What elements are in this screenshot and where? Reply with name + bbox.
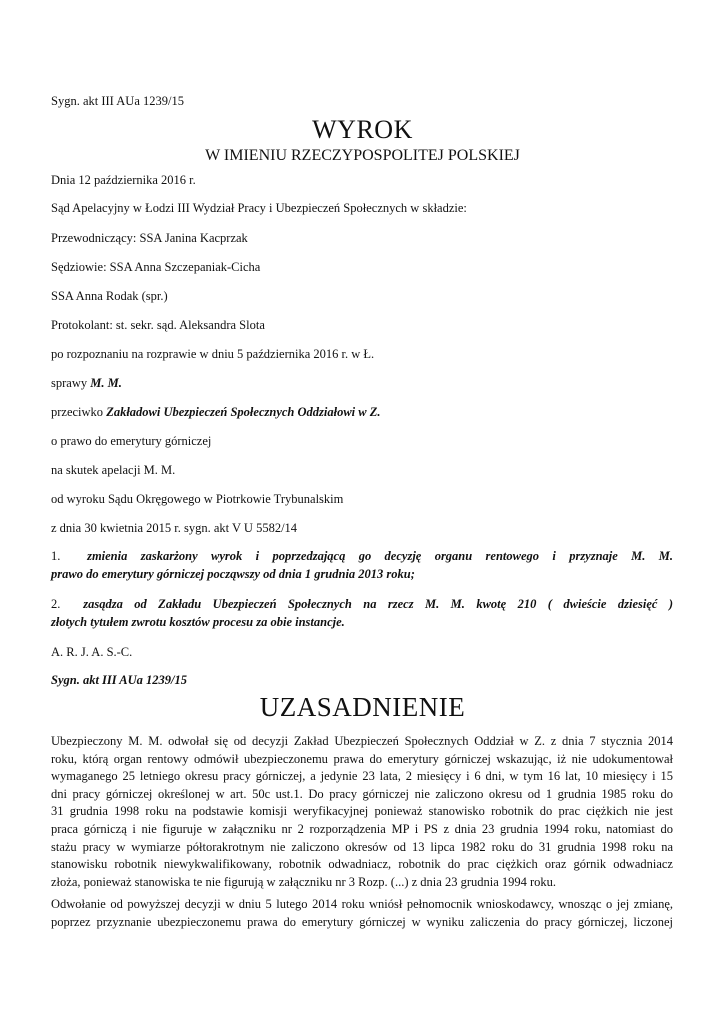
- paragraph-2-line: poprzez przyznanie ubezpieczonemu prawa do emerytury górniczej w wyniku zaliczenia do pracy górniczej, liczonej: [51, 914, 673, 929]
- paragraph-1-line: roku, którą organ rentowy odmówił ubezpieczonemu prawa do emerytury górniczej wskazując, iż nie udokumentował: [51, 751, 673, 766]
- ruling-date: Dnia 12 października 2016 r.: [51, 173, 196, 187]
- justification-heading: UZASADNIENIE: [259, 692, 466, 722]
- paragraph-2-line: Odwołanie od powyższej decyzji w dniu 5 lutego 2014 roku wniósł pełnomocnik wnioskodawcy, wnosząc o jej zmianę,: [51, 897, 673, 911]
- paragraph-1-line: stażu pracy w wymiarze półtorakrotnym nie zaliczono okresów od 13 lipca 1982 roku do 31 grudnia 1998 roku na: [51, 839, 673, 854]
- justification-paragraph-2: [51, 896, 673, 931]
- against-party: Zakładowi Ubezpieczeń Społecznych Oddziałowi w Z.: [106, 405, 381, 419]
- paragraph-1-line: Ubezpieczony M. M. odwołał się od decyzji Zakład Ubezpieczeń Społecznych Oddział w Z. z dnia 7 stycznia 2014: [51, 734, 673, 748]
- paragraph-1-line: dni pracy górniczej określonej w art. 50c ust.1. Do pracy górniczej nie zaliczono okresu od 1 grudnia 1985 roku do: [51, 786, 673, 801]
- against-line: [51, 404, 381, 420]
- clerk: Protokolant: st. sekr. sąd. Aleksandra Slota: [51, 318, 265, 332]
- case-line: [51, 375, 122, 391]
- verdict-item-1-number: 1.: [51, 549, 61, 563]
- verdict-item-2-line-1: zasądza od Zakładu Ubezpieczeń Społecznych na rzecz M. M. kwotę 210 ( dwieście dziesięć ): [83, 597, 674, 611]
- lower-court: od wyroku Sądu Okręgowego w Piotrkowie Trybunalskim: [51, 492, 344, 506]
- verdict-item-2-line-2: złotych tytułem zwrotu kosztów procesu za obie instancje.: [51, 614, 345, 629]
- presiding-judge: Przewodniczący: SSA Janina Kacprzak: [51, 231, 248, 245]
- hearing-info: po rozpoznaniu na rozprawie w dniu 5 października 2016 r. w Ł.: [51, 347, 375, 361]
- verdict-item-2-number: 2.: [51, 597, 61, 611]
- court-name: Sąd Apelacyjny w Łodzi III Wydział Pracy i Ubezpieczeń Społecznych w składzie:: [51, 201, 467, 215]
- case-signature-justification: Sygn. akt III AUa 1239/15: [51, 673, 188, 687]
- judges-line-1: Sędziowie: SSA Anna Szczepaniak-Cicha: [51, 260, 261, 274]
- case-subject: o prawo do emerytury górniczej: [51, 434, 212, 448]
- document-subtitle: W IMIENIU RZECZYPOSPOLITEJ POLSKIEJ: [205, 147, 520, 164]
- verdict-item-1-line-1: zmienia zaskarżony wyrok i poprzedzającą go decyzję organu rentowego i przyznaje M. M.: [87, 549, 673, 563]
- case-prefix: sprawy: [51, 376, 91, 390]
- judges-initials: A. R. J. A. S.-C.: [51, 645, 133, 659]
- paragraph-1-line: 31 grudnia 1998 roku na podstawie komisji weryfikacyjnej ponieważ stanowisko robotnik do prac ciężkich nie jest: [51, 804, 673, 819]
- paragraph-1-line: praca górniczą i nie figuruje w załączniku nr 2 rozporządzenia MP i PS z dnia 23 grudnia 1994 roku, natomiast do: [51, 821, 673, 836]
- lower-ruling-date: z dnia 30 kwietnia 2015 r. sygn. akt V U 5582/14: [51, 521, 298, 535]
- document-title: WYROK: [312, 115, 413, 144]
- justification-paragraph-1: [51, 733, 673, 891]
- paragraph-1-line: złoża, ponieważ stanowiska te nie figurują w załączniku nr 3 Rozp. (...) z dnia 23 grudnia 1994 roku.: [51, 874, 557, 889]
- verdict-item-1: [51, 548, 673, 583]
- verdict-item-1-line-2: prawo do emerytury górniczej począwszy od dnia 1 grudnia 2013 roku;: [51, 566, 415, 581]
- paragraph-1-line: stanowisku robotnik niewykwalifikowany, robotnik odwadniacz, robotnik do prac ciężkich oraz górnik odwadniacz: [51, 857, 673, 872]
- paragraph-1-line: wymaganego 25 letniego okresu pracy górniczej, a jedynie 23 lata, 2 miesięcy i 6 dni, w tym 16 lat, 10 miesięcy i 15: [51, 769, 673, 784]
- case-party: M. M.: [90, 376, 122, 390]
- verdict-item-2: [51, 596, 673, 631]
- appeal-info: na skutek apelacji M. M.: [51, 463, 176, 477]
- against-prefix: przeciwko: [51, 405, 107, 419]
- case-signature-top: Sygn. akt III AUa 1239/15: [51, 94, 184, 108]
- judges-line-2: SSA Anna Rodak (spr.): [51, 289, 168, 303]
